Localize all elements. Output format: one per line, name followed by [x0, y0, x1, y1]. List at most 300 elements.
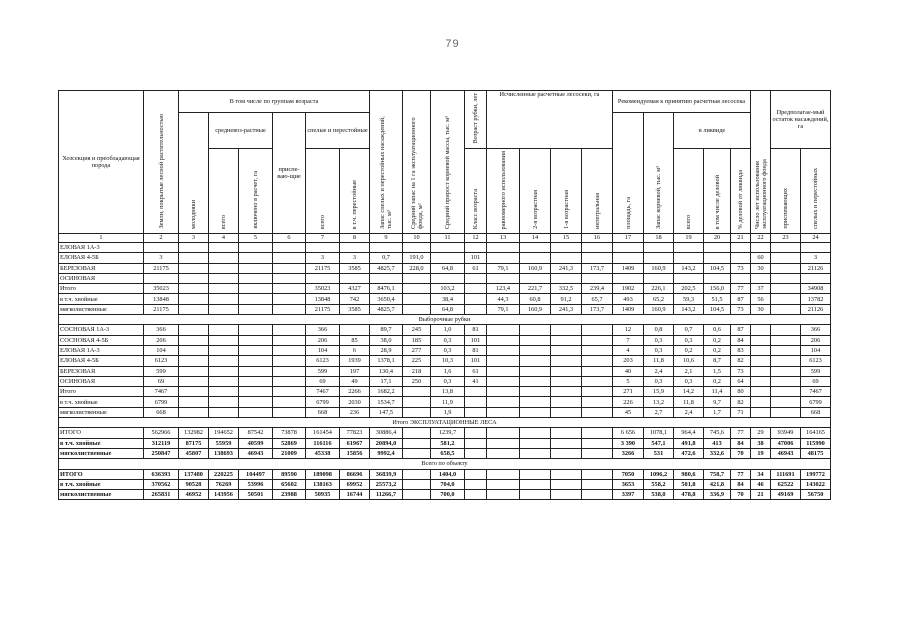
table-cell [209, 387, 239, 397]
row-label: БЕРЕЗОВАЯ [59, 263, 144, 273]
table-cell: 91,2 [551, 294, 582, 304]
table-cell [520, 428, 551, 438]
table-cell: 21175 [306, 304, 340, 314]
table-row [59, 376, 831, 386]
table-cell [239, 304, 273, 314]
table-cell [465, 438, 487, 448]
table-cell [582, 376, 613, 386]
column-number: 15 [551, 233, 582, 242]
table-cell [644, 253, 674, 263]
table-cell [551, 469, 582, 479]
table-cell: 1096,2 [644, 469, 674, 479]
table-cell: 0,2 [674, 345, 704, 355]
table-cell: 84 [731, 479, 751, 489]
column-number: 14 [520, 233, 551, 242]
table-cell [520, 490, 551, 500]
table-cell [273, 376, 306, 386]
row-label: СОСНОВАЯ 1А-3 [59, 325, 144, 335]
row-label: СОСНОВАЯ 4-5Б [59, 335, 144, 345]
column-number: 4 [209, 233, 239, 242]
table-cell: 21126 [801, 304, 831, 314]
table-cell [520, 469, 551, 479]
table-cell: 164165 [801, 428, 831, 438]
table-cell [370, 242, 403, 252]
table-cell: 1534,7 [370, 397, 403, 407]
table-cell [209, 294, 239, 304]
table-cell: 82 [731, 356, 751, 366]
column-number: 13 [487, 233, 520, 242]
table-cell: 13,2 [644, 397, 674, 407]
row-label: в т.ч. хвойные [59, 438, 144, 448]
table-cell [340, 242, 370, 252]
table-cell: 0,7 [674, 325, 704, 335]
table-cell [209, 407, 239, 417]
table-cell [582, 448, 613, 458]
table-row [59, 325, 831, 335]
table-cell: 104 [144, 345, 179, 355]
table-cell [771, 397, 801, 407]
table-cell [144, 273, 179, 283]
table-cell [209, 345, 239, 355]
table-cell: 0,6 [704, 325, 731, 335]
table-cell: 4825,7 [370, 263, 403, 273]
table-cell [465, 469, 487, 479]
column-number: 16 [582, 233, 613, 242]
table-row [59, 263, 831, 273]
table-cell [582, 407, 613, 417]
table-cell: 17,1 [370, 376, 403, 386]
column-number: 23 [771, 233, 801, 242]
table-cell [771, 263, 801, 273]
table-cell: 332,5 [551, 284, 582, 294]
table-cell: 226,1 [644, 284, 674, 294]
table-cell [520, 356, 551, 366]
table-cell [431, 273, 465, 283]
header-c22: Число лет использования эксплуатационного фонда [751, 91, 771, 234]
table-cell [273, 253, 306, 263]
table-cell: 38,0 [370, 335, 403, 345]
column-number-row [59, 233, 831, 242]
table-cell: 3 [306, 253, 340, 263]
table-cell: 21126 [801, 263, 831, 273]
table-cell [551, 335, 582, 345]
table-cell [582, 366, 613, 376]
table-cell [644, 273, 674, 283]
table-cell: 3585 [340, 304, 370, 314]
table-cell: 161454 [306, 428, 340, 438]
table-cell: 1078,1 [644, 428, 674, 438]
table-cell: 77 [731, 284, 751, 294]
table-cell [674, 273, 704, 283]
header-c24: спелых и перестойных [801, 148, 831, 233]
table-cell [551, 479, 582, 489]
table-cell [465, 284, 487, 294]
table-cell [403, 448, 431, 458]
table-row [59, 304, 831, 314]
table-cell [209, 284, 239, 294]
table-cell: 44,3 [487, 294, 520, 304]
table-cell: 0,2 [704, 335, 731, 345]
table-cell [465, 397, 487, 407]
table-cell [179, 253, 209, 263]
header-c11: Средний прирост корневой массы, тыс. м³ [431, 91, 465, 234]
table-cell: 77 [731, 428, 751, 438]
table-row [59, 428, 831, 438]
table-cell [771, 304, 801, 314]
table-cell [403, 469, 431, 479]
row-label: в т.ч. хвойные [59, 479, 144, 489]
column-number: 22 [751, 233, 771, 242]
table-cell: 1404,0 [431, 469, 465, 479]
table-cell: 3 [340, 253, 370, 263]
table-cell: 87175 [179, 438, 209, 448]
table-cell [520, 345, 551, 355]
table-cell: 69 [801, 376, 831, 386]
table-cell: 668 [801, 407, 831, 417]
table-cell [520, 407, 551, 417]
table-cell [731, 273, 751, 283]
table-cell [209, 325, 239, 335]
table-cell: 7467 [144, 387, 179, 397]
table-cell: 160,9 [644, 304, 674, 314]
table-cell: 111691 [771, 469, 801, 479]
row-label: ИТОГО [59, 428, 144, 438]
table-cell: 160,9 [644, 263, 674, 273]
table-cell: 9992,4 [370, 448, 403, 458]
table-cell: 21175 [306, 263, 340, 273]
table-cell [179, 387, 209, 397]
table-cell: 6 656 [613, 428, 644, 438]
table-cell [674, 242, 704, 252]
table-cell [551, 253, 582, 263]
row-label: мягколиственные [59, 407, 144, 417]
table-cell: 745,6 [704, 428, 731, 438]
table-cell [771, 273, 801, 283]
table-cell: 197 [340, 366, 370, 376]
header-remaining: Предполагае-мый остаток насаждений, га [771, 91, 831, 149]
header-c8: в т.ч. перестойные [340, 148, 370, 233]
table-cell [179, 273, 209, 283]
section-header-row [59, 315, 831, 325]
table-cell: 40599 [239, 438, 273, 448]
table-cell: 0,2 [704, 376, 731, 386]
table-cell: 103,2 [431, 284, 465, 294]
table-cell: 218 [403, 366, 431, 376]
table-cell: 73 [731, 263, 751, 273]
table-cell [273, 325, 306, 335]
table-cell: 14,2 [674, 387, 704, 397]
table-cell [771, 242, 801, 252]
header-recommended: Рекомендуемая к принятию расчетная лесосека [613, 91, 751, 113]
table-cell: 46 [751, 479, 771, 489]
table-cell [340, 273, 370, 283]
table-cell: 221,7 [520, 284, 551, 294]
table-row [59, 284, 831, 294]
table-cell [239, 366, 273, 376]
table-cell [487, 479, 520, 489]
header-c13: равномерного использования [487, 148, 520, 233]
table-cell [239, 397, 273, 407]
table-row [59, 253, 831, 263]
table-cell: 147,5 [370, 407, 403, 417]
table-row [59, 387, 831, 397]
header-c5: включено в расчет, га [239, 148, 273, 233]
table-cell [209, 376, 239, 386]
table-cell [582, 345, 613, 355]
table-cell: 6799 [801, 397, 831, 407]
table-cell [209, 242, 239, 252]
header-c2: Земли, покрытые лесной растительностью [144, 91, 179, 234]
table-cell [751, 366, 771, 376]
table-cell: 137480 [179, 469, 209, 479]
table-cell [179, 304, 209, 314]
table-cell: 37 [751, 284, 771, 294]
table-cell: 9,7 [704, 397, 731, 407]
table-cell: 21 [751, 490, 771, 500]
table-cell [179, 335, 209, 345]
table-cell: 7467 [306, 387, 340, 397]
table-cell: 35023 [306, 284, 340, 294]
table-cell: 34908 [801, 284, 831, 294]
table-cell [209, 335, 239, 345]
table-cell: 116116 [306, 438, 340, 448]
table-cell: 15,9 [644, 387, 674, 397]
table-cell [551, 273, 582, 283]
table-cell: 2,4 [674, 407, 704, 417]
table-cell: 493 [613, 294, 644, 304]
table-cell: 45338 [306, 448, 340, 458]
table-cell: 87 [731, 294, 751, 304]
table-cell: 138163 [306, 479, 340, 489]
table-cell: 19 [751, 448, 771, 458]
table-cell: 206 [801, 335, 831, 345]
table-cell [520, 438, 551, 448]
table-cell: 115990 [801, 438, 831, 448]
section-header: Итого ЭКСПЛУАТАЦИОННЫЕ ЛЕСА [59, 418, 831, 428]
table-cell [551, 366, 582, 376]
table-cell [751, 407, 771, 417]
table-cell: 89590 [273, 469, 306, 479]
table-cell [273, 366, 306, 376]
table-cell [771, 345, 801, 355]
table-cell: 13848 [144, 294, 179, 304]
table-cell: 50501 [239, 490, 273, 500]
table-cell: 21175 [144, 304, 179, 314]
table-cell: 0,3 [431, 345, 465, 355]
table-cell: 53996 [239, 479, 273, 489]
table-cell [487, 335, 520, 345]
table-cell: 143,2 [674, 263, 704, 273]
table-cell [771, 253, 801, 263]
table-cell [771, 356, 801, 366]
table-cell: 1939 [340, 356, 370, 366]
column-number: 10 [403, 233, 431, 242]
table-cell: 13,8 [431, 387, 465, 397]
table-row [59, 294, 831, 304]
table-cell: 52869 [273, 438, 306, 448]
table-cell [273, 407, 306, 417]
table-cell: 21175 [144, 263, 179, 273]
table-cell [487, 490, 520, 500]
table-cell [487, 438, 520, 448]
table-row [59, 273, 831, 283]
table-cell [487, 366, 520, 376]
table-cell [179, 242, 209, 252]
table-cell [704, 242, 731, 252]
table-cell [751, 242, 771, 252]
table-cell: 35023 [144, 284, 179, 294]
table-cell [582, 490, 613, 500]
table-cell: 6799 [144, 397, 179, 407]
table-cell: 1239,7 [431, 428, 465, 438]
table-cell [209, 253, 239, 263]
row-label: ЕЛОВАЯ 1А-3 [59, 345, 144, 355]
table-cell [551, 242, 582, 252]
column-number: 9 [370, 233, 403, 242]
table-cell: 203 [613, 356, 644, 366]
row-label: Итого [59, 284, 144, 294]
table-cell: 366 [306, 325, 340, 335]
table-cell: 104,5 [704, 304, 731, 314]
table-cell: 3266 [613, 448, 644, 458]
table-cell [520, 242, 551, 252]
table-cell [487, 376, 520, 386]
table-cell [239, 356, 273, 366]
row-label: ОСИНОВАЯ [59, 376, 144, 386]
table-row [59, 335, 831, 345]
table-cell: 277 [403, 345, 431, 355]
table-cell [465, 387, 487, 397]
column-number: 6 [273, 233, 306, 242]
table-cell [582, 469, 613, 479]
table-cell [403, 490, 431, 500]
table-cell [751, 387, 771, 397]
table-cell [179, 263, 209, 273]
table-cell: 130,4 [370, 366, 403, 376]
table-cell: 173,7 [582, 263, 613, 273]
row-label: ЕЛОВАЯ 4-5Б [59, 356, 144, 366]
table-cell: 69 [306, 376, 340, 386]
table-cell [239, 335, 273, 345]
table-cell: 599 [801, 366, 831, 376]
table-cell: 132982 [179, 428, 209, 438]
table-cell [582, 325, 613, 335]
table-cell [239, 376, 273, 386]
table-cell: 6123 [801, 356, 831, 366]
table-cell [771, 325, 801, 335]
table-cell: 85 [340, 335, 370, 345]
table-cell: 11,9 [431, 397, 465, 407]
column-number: 20 [704, 233, 731, 242]
table-cell [487, 397, 520, 407]
header-c19: всего [674, 148, 704, 233]
table-cell: 30 [751, 304, 771, 314]
table-cell: 1902 [613, 284, 644, 294]
table-cell [771, 284, 801, 294]
table-cell [403, 273, 431, 283]
table-cell [801, 273, 831, 283]
table-cell: 11266,7 [370, 490, 403, 500]
table-cell: 30 [751, 263, 771, 273]
table-cell: 143022 [801, 479, 831, 489]
table-cell [179, 397, 209, 407]
table-cell: 0,3 [431, 335, 465, 345]
table-cell [551, 490, 582, 500]
table-cell: 366 [144, 325, 179, 335]
table-cell: 143,2 [674, 304, 704, 314]
table-cell [613, 242, 644, 252]
table-cell: 220225 [209, 469, 239, 479]
table-cell: 6123 [306, 356, 340, 366]
table-cell: 10,3 [431, 356, 465, 366]
table-cell: 61 [465, 263, 487, 273]
table-cell: 636393 [144, 469, 179, 479]
table-cell: 30886,4 [370, 428, 403, 438]
table-cell [465, 273, 487, 283]
table-cell: 250 [403, 376, 431, 386]
table-cell: 41 [465, 376, 487, 386]
table-cell [273, 304, 306, 314]
table-cell [465, 490, 487, 500]
table-cell [209, 304, 239, 314]
table-cell [465, 242, 487, 252]
table-cell [582, 387, 613, 397]
table-cell [306, 273, 340, 283]
table-cell: 104,5 [704, 263, 731, 273]
table-row [59, 479, 831, 489]
table-cell: 562966 [144, 428, 179, 438]
table-cell [179, 366, 209, 376]
table-cell: 370562 [144, 479, 179, 489]
table-cell: 501,8 [674, 479, 704, 489]
table-cell [403, 284, 431, 294]
table-cell: 7050 [613, 469, 644, 479]
table-cell [487, 253, 520, 263]
table-cell: 6 [340, 345, 370, 355]
table-cell [582, 273, 613, 283]
table-cell [465, 448, 487, 458]
table-cell [403, 438, 431, 448]
page-number: 79 [445, 38, 460, 50]
table-cell: 64 [731, 376, 751, 386]
table-cell [179, 294, 209, 304]
header-c6: приспе-ваю-щие [273, 113, 306, 234]
header-c15: 1-я возрастная [551, 148, 582, 233]
table-cell [487, 325, 520, 335]
table-cell: 64,8 [431, 263, 465, 273]
header-c21: % деловой от ликвида [731, 148, 751, 233]
header-c1: Хозсекция и преобладающая порода [59, 91, 144, 234]
table-cell [239, 325, 273, 335]
table-cell: 1378,1 [370, 356, 403, 366]
table-cell: 65,7 [582, 294, 613, 304]
table-cell: 173,7 [582, 304, 613, 314]
table-cell [520, 325, 551, 335]
table-cell [273, 294, 306, 304]
table-cell: 658,5 [431, 448, 465, 458]
table-cell: 581,2 [431, 438, 465, 448]
table-cell [239, 387, 273, 397]
table-row [59, 469, 831, 479]
table-cell: 56750 [801, 490, 831, 500]
table-cell [582, 253, 613, 263]
table-cell: 55959 [209, 438, 239, 448]
table-cell [306, 242, 340, 252]
table-cell [273, 387, 306, 397]
row-label: мягколиственные [59, 490, 144, 500]
table-cell: 38,4 [431, 294, 465, 304]
column-number: 24 [801, 233, 831, 242]
